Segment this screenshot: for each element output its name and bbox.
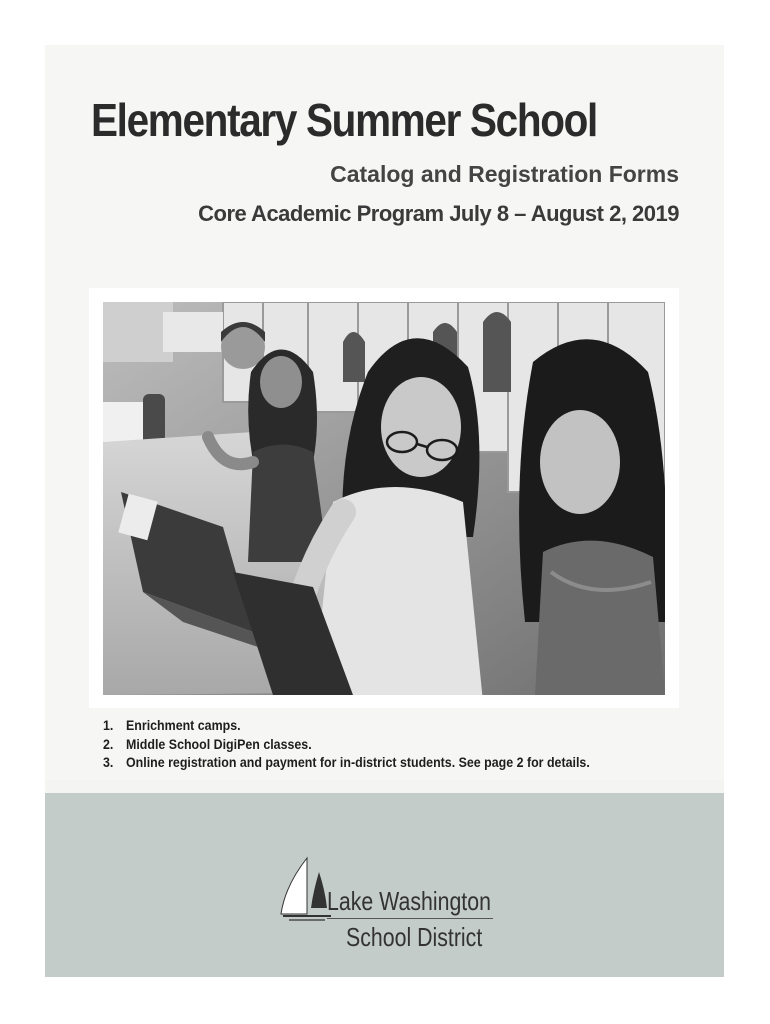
district-logo — [279, 856, 499, 956]
cover-photo — [103, 302, 665, 695]
list-item: 2. Middle School DigiPen classes. — [103, 736, 312, 752]
cover-photo-illustration — [103, 302, 665, 695]
list-item: 1. Enrichment camps. — [103, 718, 241, 733]
logo-line1: Lake Washington — [327, 886, 491, 916]
list-item: 3. Online registration and payment for in-district students. See page 2 for details. — [103, 755, 590, 770]
page-subtitle: Catalog and Registration Forms — [330, 161, 679, 187]
logo-line2: School District — [346, 922, 483, 952]
logo-divider — [327, 918, 493, 919]
photo-frame — [89, 288, 679, 708]
features-list — [103, 717, 632, 773]
footer-band — [45, 793, 724, 977]
cover-top-section — [45, 45, 724, 780]
catalog-cover — [45, 45, 724, 977]
program-dates: Core Academic Program July 8 – August 2, 2019 — [198, 201, 679, 226]
page-title: Elementary Summer School — [91, 94, 597, 146]
